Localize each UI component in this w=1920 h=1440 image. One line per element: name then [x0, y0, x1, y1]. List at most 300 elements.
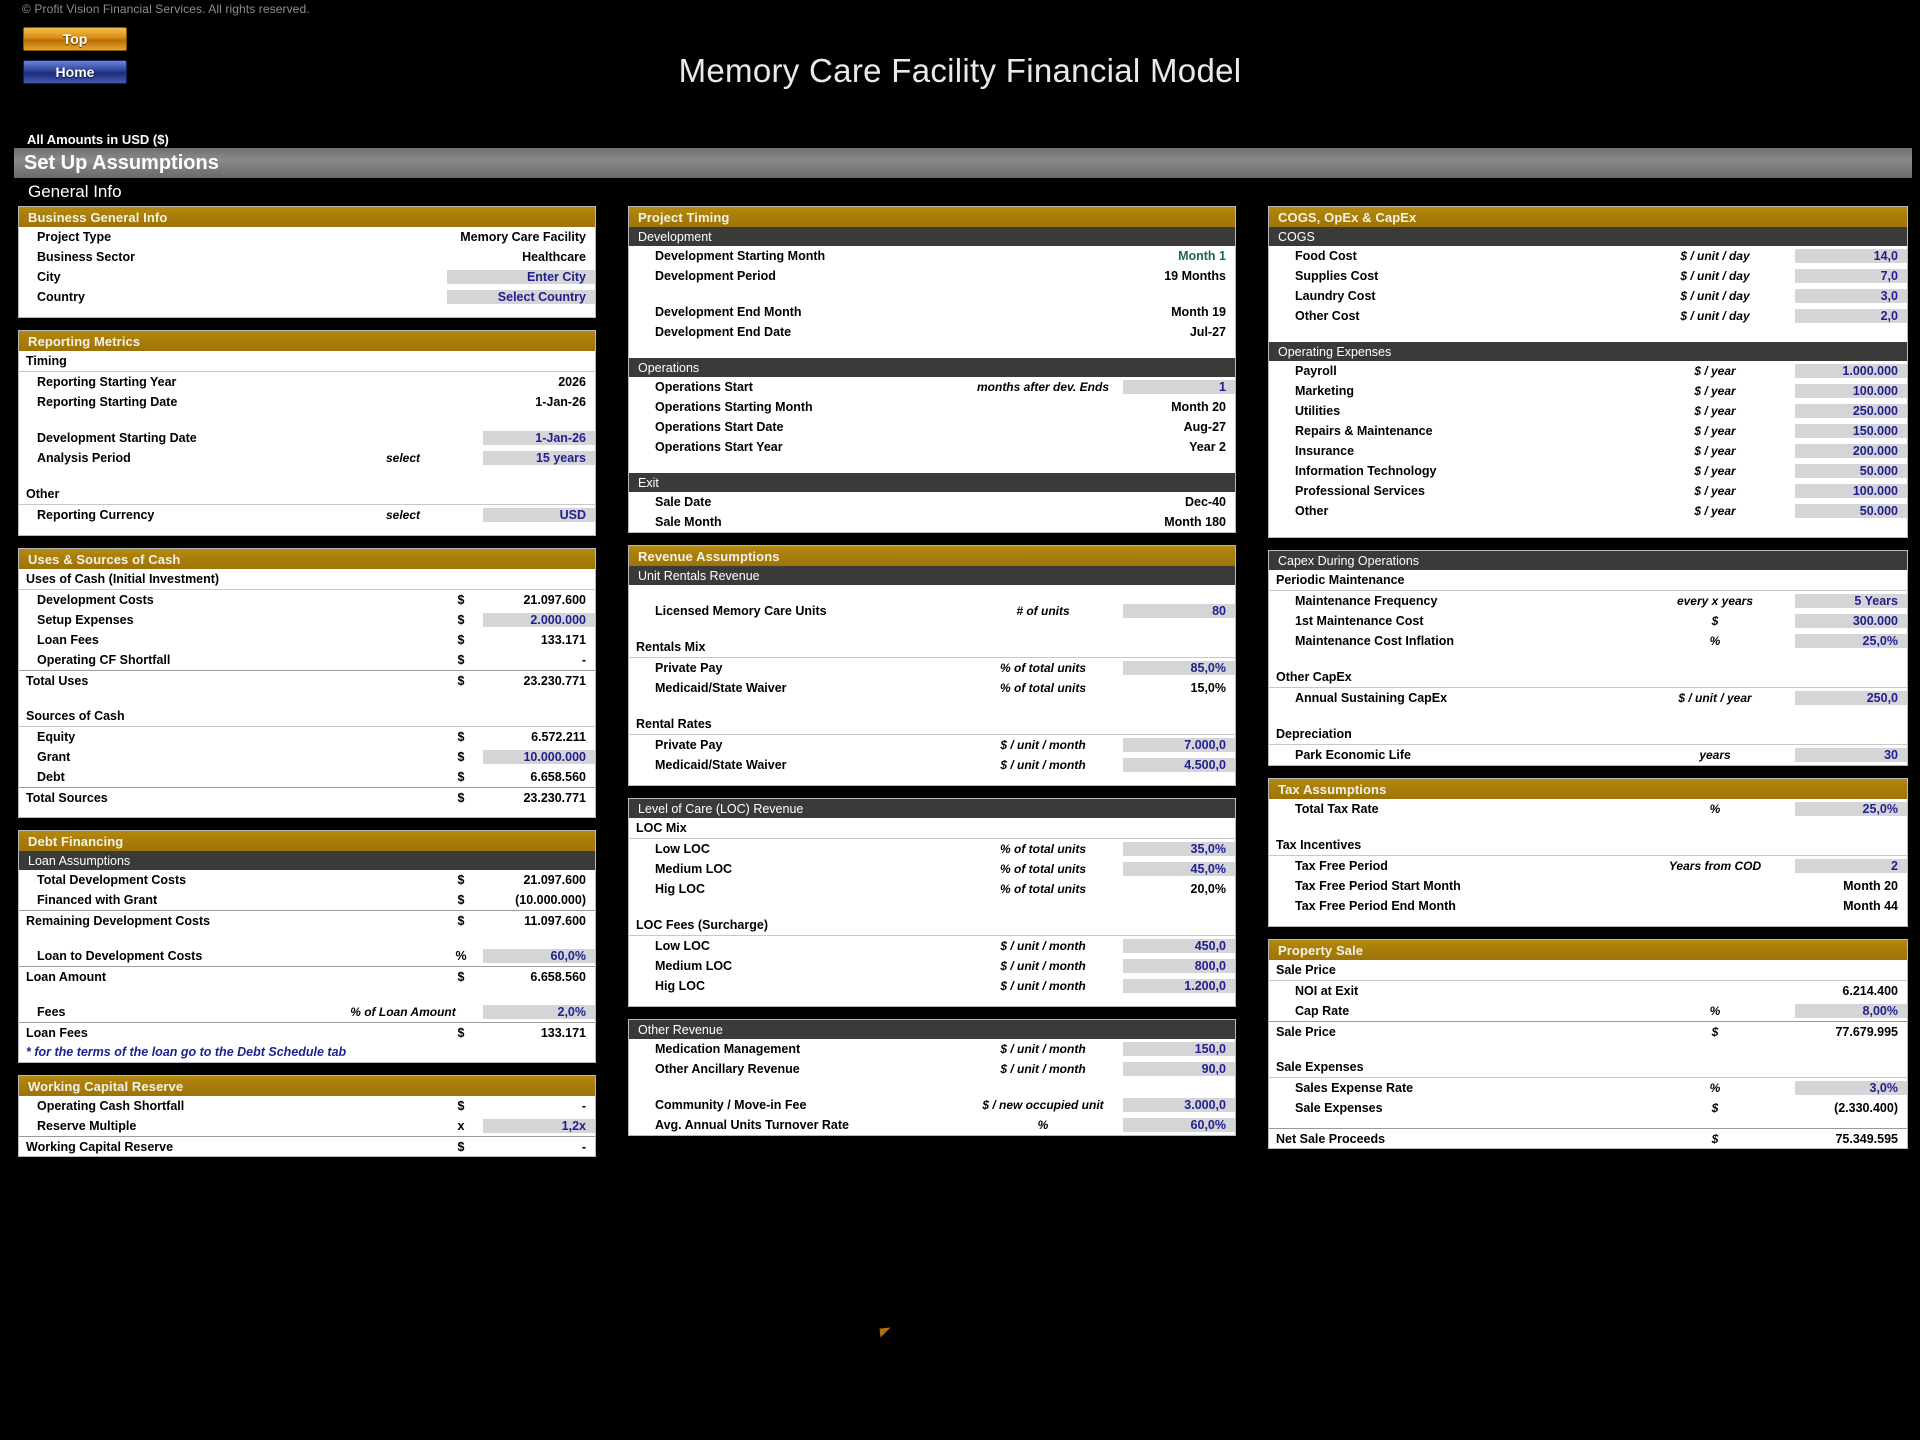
row-symbol: $ — [457, 613, 465, 627]
debt-schedule-note: * for the terms of the loan go to the Debt Schedule tab — [19, 1042, 595, 1062]
row-label: Development Costs — [37, 593, 154, 607]
row-value: Memory Care Facility — [460, 230, 586, 244]
row-label: Sale Month — [655, 515, 722, 529]
table-row[interactable] — [1269, 611, 1907, 631]
table-row — [629, 678, 1235, 698]
row-label: Country — [37, 290, 85, 304]
table-row[interactable] — [629, 936, 1235, 956]
table-row[interactable] — [1269, 421, 1907, 441]
tax-free-period-input[interactable]: 2 — [1795, 859, 1907, 873]
table-row-total — [19, 966, 595, 986]
loc-fee-high-input[interactable]: 1.200,0 — [1123, 979, 1235, 993]
laundry-cost-input[interactable]: 3,0 — [1795, 289, 1907, 303]
rental-rate-private-pay-input[interactable]: 7.000,0 — [1123, 738, 1235, 752]
table-row-total — [1269, 1021, 1907, 1041]
table-row[interactable] — [1269, 401, 1907, 421]
row-unit: $ / year — [1694, 504, 1736, 518]
row-label: Medicaid/State Waiver — [655, 681, 787, 695]
row-unit: $ / unit / month — [1000, 1042, 1086, 1056]
table-row[interactable] — [1269, 1078, 1907, 1098]
panel-title-project-timing: Project Timing — [629, 207, 1235, 227]
row-label: Private Pay — [655, 738, 723, 752]
table-row — [629, 879, 1235, 899]
professional-services-input[interactable]: 100.000 — [1795, 484, 1907, 498]
table-row — [1269, 876, 1907, 896]
row-spacer — [19, 986, 595, 1002]
subheader-loc-mix: LOC Mix — [629, 818, 1235, 839]
table-row[interactable] — [629, 1115, 1235, 1135]
table-row[interactable] — [629, 1059, 1235, 1079]
row-value: - — [581, 1099, 586, 1113]
row-value: 6.214.400 — [1842, 984, 1898, 998]
table-row[interactable] — [19, 287, 595, 307]
row-symbol: $ — [457, 750, 465, 764]
table-row — [19, 392, 595, 412]
row-value: 133.171 — [540, 633, 586, 647]
row-label: Loan Amount — [26, 969, 107, 984]
table-row-total — [19, 670, 595, 690]
row-label: Tax Free Period Start Month — [1295, 879, 1461, 893]
annual-turnover-rate-input[interactable]: 60,0% — [1123, 1118, 1235, 1132]
loan-to-development-costs-input[interactable]: 60,0% — [483, 949, 595, 963]
row-value: (10.000.000) — [515, 893, 586, 907]
row-unit: $ / unit / day — [1680, 289, 1750, 303]
row-value: Healthcare — [522, 250, 586, 264]
row-label: Maintenance Cost Inflation — [1295, 634, 1455, 648]
subheader-unit-rentals-revenue: Unit Rentals Revenue — [629, 566, 1235, 585]
other-cost-input[interactable]: 2,0 — [1795, 309, 1907, 323]
row-unit: $ / year — [1694, 444, 1736, 458]
opex-other-input[interactable]: 50.000 — [1795, 504, 1907, 518]
row-spacer — [629, 899, 1235, 915]
row-label: Operations Start Date — [655, 420, 784, 434]
row-spacer — [19, 930, 595, 946]
cell-comment-marker-icon — [880, 1327, 892, 1337]
middle-column — [628, 206, 1236, 1148]
row-value: Jul-27 — [1189, 325, 1226, 339]
panel-uses-sources-of-cash — [18, 548, 596, 818]
first-maintenance-cost-input[interactable]: 300.000 — [1795, 614, 1907, 628]
operations-start-input[interactable]: 1 — [1123, 380, 1235, 394]
supplies-cost-input[interactable]: 7,0 — [1795, 269, 1907, 283]
table-row[interactable] — [19, 610, 595, 630]
row-value: 21.097.600 — [523, 593, 586, 607]
development-starting-date-input[interactable]: 1-Jan-26 — [483, 431, 595, 445]
row-spacer — [1269, 1118, 1907, 1128]
panel-title-tax-assumptions: Tax Assumptions — [1269, 779, 1907, 799]
row-unit: $ / year — [1694, 464, 1736, 478]
row-label: Project Type — [37, 230, 112, 244]
table-row[interactable] — [1269, 501, 1907, 521]
row-symbol: $ — [457, 1099, 465, 1113]
row-value: 23.230.771 — [523, 790, 586, 805]
row-value: 6.658.560 — [530, 770, 586, 784]
panel-loc-revenue — [628, 798, 1236, 1007]
table-row[interactable] — [19, 505, 595, 525]
table-row — [19, 727, 595, 747]
row-label: Park Economic Life — [1295, 748, 1412, 762]
table-row — [19, 650, 595, 670]
row-spacer — [629, 286, 1235, 302]
row-label: Annual Sustaining CapEx — [1295, 691, 1448, 705]
table-row — [629, 302, 1235, 322]
row-spacer — [629, 585, 1235, 601]
table-row[interactable] — [19, 428, 595, 448]
row-unit: $ / unit / month — [1000, 758, 1086, 772]
row-label: Medicaid/State Waiver — [655, 758, 787, 772]
row-symbol: $ — [457, 893, 465, 907]
row-label: Remaining Development Costs — [26, 913, 211, 928]
loc-fee-low-input[interactable]: 450,0 — [1123, 939, 1235, 953]
table-row[interactable] — [1269, 745, 1907, 765]
repairs-maintenance-input[interactable]: 150.000 — [1795, 424, 1907, 438]
row-value: Month 19 — [1171, 305, 1226, 319]
row-value: 23.230.771 — [523, 673, 586, 688]
row-label: Marketing — [1295, 384, 1355, 398]
subheader-development: Development — [629, 227, 1235, 246]
row-value: 21.097.600 — [523, 873, 586, 887]
row-spacer — [19, 412, 595, 428]
community-move-in-fee-input[interactable]: 3.000,0 — [1123, 1098, 1235, 1112]
panel-business-general-info — [18, 206, 596, 318]
insurance-input[interactable]: 200.000 — [1795, 444, 1907, 458]
cap-rate-input[interactable]: 8,00% — [1795, 1004, 1907, 1018]
row-unit: % of total units — [1000, 681, 1086, 695]
row-spacer — [19, 690, 595, 706]
row-label: Reporting Starting Date — [37, 395, 178, 409]
row-spacer — [19, 468, 595, 484]
table-row[interactable] — [1269, 286, 1907, 306]
amounts-currency-note: All Amounts in USD ($) — [27, 132, 169, 147]
table-row — [19, 1096, 595, 1116]
licensed-memory-care-units-input[interactable]: 80 — [1123, 604, 1235, 618]
table-row[interactable] — [19, 267, 595, 287]
top-button[interactable]: Top — [23, 27, 127, 51]
table-row — [629, 417, 1235, 437]
table-row — [19, 870, 595, 890]
row-label: Information Technology — [1295, 464, 1437, 478]
row-value: 2026 — [558, 375, 586, 389]
row-unit: # of units — [1016, 604, 1070, 618]
row-unit: % — [1037, 1118, 1049, 1132]
table-row[interactable] — [1269, 1001, 1907, 1021]
row-label: Development Starting Month — [655, 249, 826, 263]
row-value: Year 2 — [1189, 440, 1226, 454]
row-label: Reporting Currency — [37, 508, 155, 522]
row-unit: $ / unit / day — [1680, 269, 1750, 283]
panel-title-business-general-info: Business General Info — [19, 207, 595, 227]
subheader-capex-during-operations: Capex During Operations — [1269, 551, 1907, 570]
table-row[interactable] — [629, 1039, 1235, 1059]
row-label: Tax Free Period End Month — [1295, 899, 1456, 913]
row-value: 1-Jan-26 — [535, 395, 586, 409]
subheader-periodic-maintenance: Periodic Maintenance — [1269, 570, 1907, 591]
row-label: Avg. Annual Units Turnover Rate — [655, 1118, 850, 1132]
table-row[interactable] — [629, 377, 1235, 397]
row-label: Development End Date — [655, 325, 792, 339]
row-value: 6.658.560 — [530, 969, 586, 984]
row-label: Licensed Memory Care Units — [655, 604, 827, 618]
subheader-operations: Operations — [629, 358, 1235, 377]
table-row — [629, 492, 1235, 512]
row-symbol: $ — [457, 969, 465, 984]
general-info-bar — [14, 178, 1912, 206]
table-row[interactable] — [19, 448, 595, 468]
panel-debt-financing — [18, 830, 596, 1063]
subheader-exit: Exit — [629, 473, 1235, 492]
row-symbol: $ — [457, 770, 465, 784]
subheader-loc-fees: LOC Fees (Surcharge) — [629, 915, 1235, 936]
row-label: Community / Move-in Fee — [655, 1098, 807, 1112]
city-input[interactable]: Enter City — [447, 270, 595, 284]
row-label: Total Tax Rate — [1295, 802, 1379, 816]
home-button[interactable]: Home — [23, 60, 127, 84]
table-row[interactable] — [19, 747, 595, 767]
table-row[interactable] — [629, 976, 1235, 996]
row-value: Month 1 — [1178, 249, 1226, 263]
food-cost-input[interactable]: 14,0 — [1795, 249, 1907, 263]
row-label: City — [37, 270, 61, 284]
row-label: Setup Expenses — [37, 613, 134, 627]
row-unit: $ / unit / year — [1678, 691, 1752, 705]
table-row[interactable] — [629, 859, 1235, 879]
marketing-input[interactable]: 100.000 — [1795, 384, 1907, 398]
row-label: Other Ancillary Revenue — [655, 1062, 800, 1076]
table-row[interactable] — [19, 1002, 595, 1022]
row-value: Month 20 — [1843, 879, 1898, 893]
utilities-input[interactable]: 250.000 — [1795, 404, 1907, 418]
row-unit: % of total units — [1000, 882, 1086, 896]
row-value: 20,0% — [1190, 882, 1226, 896]
row-unit: $ / year — [1694, 424, 1736, 438]
row-value: 19 Months — [1164, 269, 1226, 283]
row-value: 77.679.995 — [1835, 1024, 1898, 1039]
setup-expenses-input[interactable]: 2.000.000 — [483, 613, 595, 627]
row-label: Laundry Cost — [1295, 289, 1376, 303]
sales-expense-rate-input[interactable]: 3,0% — [1795, 1081, 1907, 1095]
row-unit: $ — [1711, 1024, 1719, 1039]
row-unit: $ / year — [1694, 484, 1736, 498]
row-unit: select — [385, 508, 421, 522]
table-row[interactable] — [629, 755, 1235, 775]
subheader-other-capex: Other CapEx — [1269, 667, 1907, 688]
right-column — [1268, 206, 1908, 1161]
subheader-sale-price: Sale Price — [1269, 960, 1907, 981]
row-value: Month 44 — [1843, 899, 1898, 913]
payroll-input[interactable]: 1.000.000 — [1795, 364, 1907, 378]
row-label: Analysis Period — [37, 451, 131, 465]
loc-mix-medium-input[interactable]: 45,0% — [1123, 862, 1235, 876]
subheader-sources-of-cash: Sources of Cash — [19, 706, 595, 727]
row-unit: $ / year — [1694, 364, 1736, 378]
row-symbol: x — [457, 1119, 465, 1133]
table-row[interactable] — [629, 839, 1235, 859]
table-row[interactable] — [629, 658, 1235, 678]
left-column — [18, 206, 596, 1169]
row-label: Operations Start Year — [655, 440, 783, 454]
subheader-depreciation: Depreciation — [1269, 724, 1907, 745]
row-unit: % of total units — [1000, 842, 1086, 856]
row-spacer — [19, 807, 595, 817]
reporting-currency-select[interactable]: USD — [483, 508, 595, 522]
table-row[interactable] — [1269, 688, 1907, 708]
other-ancillary-revenue-input[interactable]: 90,0 — [1123, 1062, 1235, 1076]
row-unit: $ / unit / day — [1680, 309, 1750, 323]
loc-fee-medium-input[interactable]: 800,0 — [1123, 959, 1235, 973]
row-symbol: $ — [457, 673, 465, 688]
row-value: 6.572.211 — [531, 730, 586, 744]
row-label: Utilities — [1295, 404, 1341, 418]
row-label: Loan Fees — [37, 633, 99, 647]
row-label: Grant — [37, 750, 71, 764]
row-unit: % — [1709, 1081, 1721, 1095]
medication-management-input[interactable]: 150,0 — [1123, 1042, 1235, 1056]
row-symbol: $ — [457, 653, 465, 667]
table-row — [19, 630, 595, 650]
row-spacer — [1269, 521, 1907, 537]
table-row[interactable] — [1269, 631, 1907, 651]
row-symbol: $ — [457, 633, 465, 647]
maintenance-cost-inflation-input[interactable]: 25,0% — [1795, 634, 1907, 648]
panel-reporting-metrics — [18, 330, 596, 536]
row-unit: select — [385, 451, 421, 465]
rental-rate-medicaid-input[interactable]: 4.500,0 — [1123, 758, 1235, 772]
table-row[interactable] — [1269, 461, 1907, 481]
table-row[interactable] — [1269, 306, 1907, 326]
table-row-total — [19, 1022, 595, 1042]
panel-working-capital-reserve — [18, 1075, 596, 1157]
grant-input[interactable]: 10.000.000 — [483, 750, 595, 764]
table-row[interactable] — [1269, 361, 1907, 381]
row-unit: $ / unit / month — [1000, 979, 1086, 993]
table-row[interactable] — [1269, 246, 1907, 266]
park-economic-life-input[interactable]: 30 — [1795, 748, 1907, 762]
row-unit: every x years — [1676, 594, 1754, 608]
row-unit: Years from COD — [1668, 859, 1762, 873]
table-row[interactable] — [1269, 381, 1907, 401]
reserve-multiple-input[interactable]: 1,2x — [483, 1119, 595, 1133]
panel-project-timing — [628, 206, 1236, 533]
table-row[interactable] — [1269, 441, 1907, 461]
table-row[interactable] — [629, 601, 1235, 621]
panel-other-revenue — [628, 1019, 1236, 1136]
table-row[interactable] — [629, 956, 1235, 976]
annual-sustaining-capex-input[interactable]: 250,0 — [1795, 691, 1907, 705]
subheader-timing: Timing — [19, 351, 595, 372]
panel-capex-during-operations — [1268, 550, 1908, 766]
table-row[interactable] — [629, 1095, 1235, 1115]
setup-assumptions-label: Set Up Assumptions — [24, 151, 219, 174]
table-row — [629, 246, 1235, 266]
setup-assumptions-bar — [14, 148, 1912, 178]
total-tax-rate-input[interactable]: 25,0% — [1795, 802, 1907, 816]
row-spacer — [1269, 1041, 1907, 1057]
row-unit: % — [1709, 1004, 1721, 1018]
row-spacer — [1269, 819, 1907, 835]
row-value: - — [581, 1139, 586, 1154]
row-label: Other — [1295, 504, 1329, 518]
row-spacer — [1269, 326, 1907, 342]
loan-fees-percent-input[interactable]: 2,0% — [483, 1005, 595, 1019]
row-label: Development End Month — [655, 305, 802, 319]
row-label: Professional Services — [1295, 484, 1425, 498]
row-spacer — [19, 307, 595, 317]
subheader-uses-of-cash: Uses of Cash (Initial Investment) — [19, 569, 595, 590]
table-row — [19, 372, 595, 392]
table-row — [19, 767, 595, 787]
table-row[interactable] — [1269, 266, 1907, 286]
table-row — [1269, 1098, 1907, 1118]
row-symbol: % — [455, 949, 467, 963]
row-label: Business Sector — [37, 250, 135, 264]
panel-property-sale — [1268, 939, 1908, 1149]
information-technology-input[interactable]: 50.000 — [1795, 464, 1907, 478]
row-label: Supplies Cost — [1295, 269, 1379, 283]
row-value: - — [581, 653, 586, 667]
country-select[interactable]: Select Country — [447, 290, 595, 304]
row-label: Medium LOC — [655, 862, 733, 876]
row-value: 15,0% — [1190, 681, 1226, 695]
row-unit: $ / unit / month — [1000, 959, 1086, 973]
row-symbol: $ — [457, 873, 465, 887]
table-row-total — [19, 787, 595, 807]
row-spacer — [1269, 916, 1907, 926]
row-label: Repairs & Maintenance — [1295, 424, 1433, 438]
table-row — [1269, 896, 1907, 916]
table-row — [629, 397, 1235, 417]
rentals-mix-private-pay-input[interactable]: 85,0% — [1123, 661, 1235, 675]
row-label: Low LOC — [655, 842, 710, 856]
analysis-period-select[interactable]: 15 years — [483, 451, 595, 465]
table-row[interactable] — [1269, 856, 1907, 876]
table-row[interactable] — [1269, 481, 1907, 501]
loc-mix-low-input[interactable]: 35,0% — [1123, 842, 1235, 856]
table-row-total — [1269, 1128, 1907, 1148]
subheader-rental-rates: Rental Rates — [629, 714, 1235, 735]
subheader-other-revenue: Other Revenue — [629, 1020, 1235, 1039]
panel-title-revenue-assumptions: Revenue Assumptions — [629, 546, 1235, 566]
table-row — [629, 512, 1235, 532]
row-label: Maintenance Frequency — [1295, 594, 1438, 608]
subheader-tax-incentives: Tax Incentives — [1269, 835, 1907, 856]
row-unit: $ / unit / day — [1680, 249, 1750, 263]
copyright-notice: © Profit Vision Financial Services. All rights reserved. — [22, 2, 310, 16]
panel-title-uses-sources: Uses & Sources of Cash — [19, 549, 595, 569]
row-symbol: $ — [457, 913, 465, 928]
row-spacer — [629, 621, 1235, 637]
subheader-rentals-mix: Rentals Mix — [629, 637, 1235, 658]
maintenance-frequency-input[interactable]: 5 Years — [1795, 594, 1907, 608]
row-unit: % of Loan Amount — [350, 1005, 456, 1019]
table-row[interactable] — [1269, 799, 1907, 819]
row-unit: $ / unit / month — [1000, 738, 1086, 752]
subheader-sale-expenses: Sale Expenses — [1269, 1057, 1907, 1078]
table-row — [19, 247, 595, 267]
row-value: Month 180 — [1164, 515, 1226, 529]
row-label: Hig LOC — [655, 882, 705, 896]
row-value: (2.330.400) — [1834, 1101, 1898, 1115]
panel-title-working-capital-reserve: Working Capital Reserve — [19, 1076, 595, 1096]
row-label: Development Starting Date — [37, 431, 197, 445]
table-row[interactable] — [1269, 591, 1907, 611]
table-row[interactable] — [19, 946, 595, 966]
table-row[interactable] — [19, 1116, 595, 1136]
row-spacer — [1269, 708, 1907, 724]
row-label: Reserve Multiple — [37, 1119, 137, 1133]
row-value: 75.349.595 — [1835, 1131, 1898, 1146]
row-label: Tax Free Period — [1295, 859, 1388, 873]
table-row[interactable] — [629, 735, 1235, 755]
